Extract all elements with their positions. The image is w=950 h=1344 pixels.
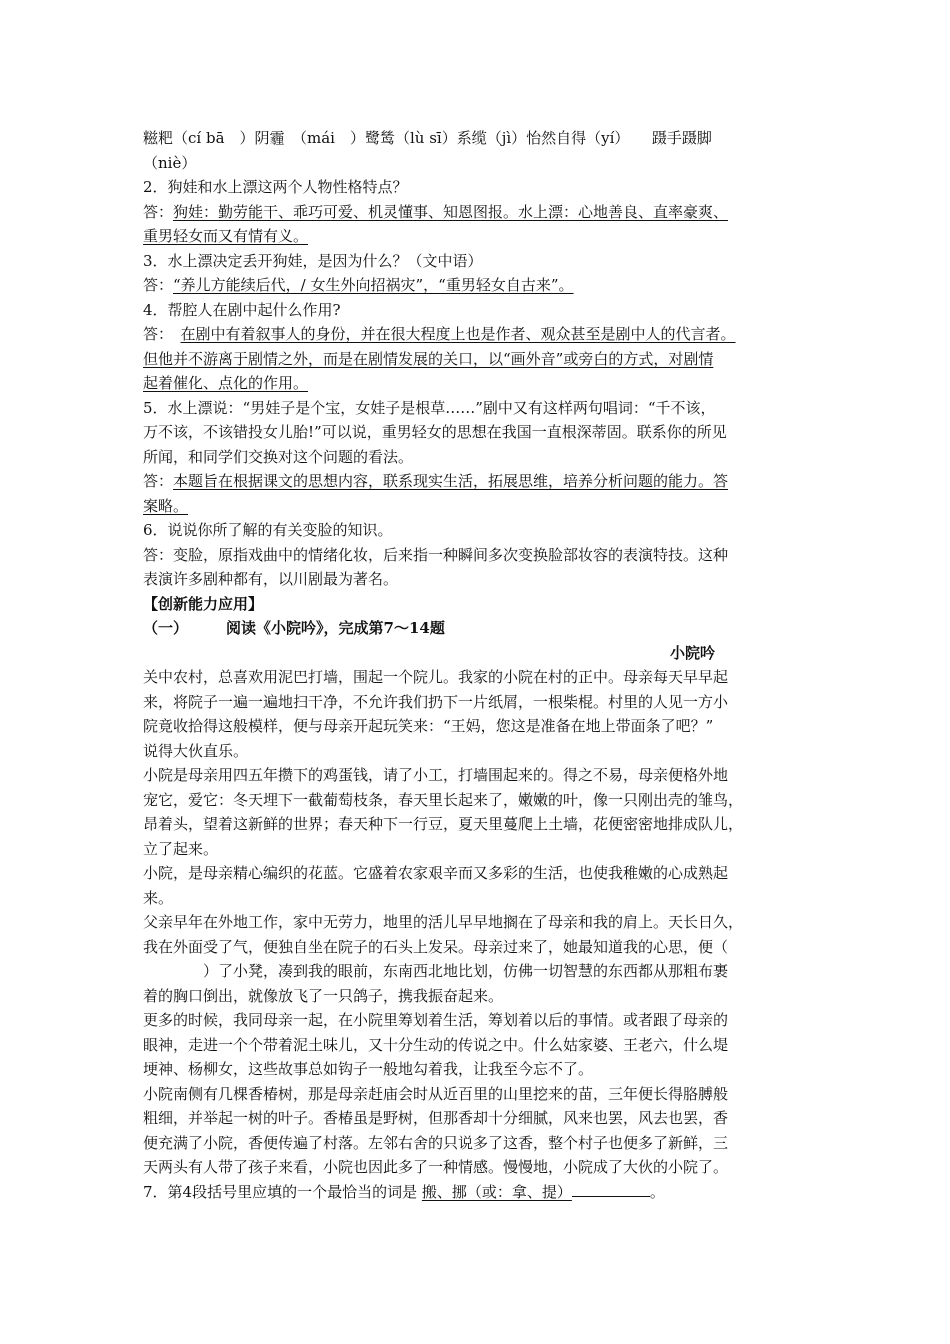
q7-question	[143, 1180, 807, 1205]
q1-pinyin-line: 糍粑（cí bā ）阴霾 （mái ）鹭鸶（lù sī）系缆（jì）怡然自得（yí） 蹑手蹑脚	[143, 129, 712, 147]
q7-prefix: 7．第4段括号里应填的一个最恰当的词是	[143, 1182, 418, 1201]
q5-question: 5．水上漂说：“男娃子是个宝，女娃子是根草……”剧中又有这样两句唱词：“千不该，	[143, 398, 716, 417]
passage-line: 便充满了小院，香便传遍了村落。左邻右舍的只说多了这香，整个村子也便多了新鲜，三	[143, 1133, 729, 1152]
section-heading: 【创新能力应用】	[143, 594, 264, 613]
passage-paragraph-1	[143, 665, 807, 763]
q3-question: 3．水上漂决定丢开狗娃，是因为什么？（文中语）	[143, 251, 483, 270]
passage-paragraph-5	[143, 1008, 807, 1082]
passage-paragraph-2	[143, 763, 807, 861]
q5-answer-cont	[143, 494, 807, 519]
q4-question: 4．帮腔人在剧中起什么作用?	[143, 300, 341, 319]
passage-line: 更多的时候，我同母亲一起，在小院里筹划着生活，筹划着以后的事情。或者跟了母亲的	[143, 1011, 729, 1029]
passage-line: 来，将院子一遍一遍地扫干净，不允许我们扔下一片纸屑，一根柴棍。村里的人见一方小	[143, 692, 729, 711]
q5-answer	[143, 469, 807, 494]
q5-question-cont: 万不该，不该错投女儿胎!”可以说，重男轻女的思想在我国一直根深蒂固。联系你的所见	[143, 423, 727, 441]
passage-line: 小院，是母亲精心编织的花蓝。它盛着农家艰辛而又多彩的生活，也使我稚嫩的心成熟起	[143, 864, 729, 882]
answer-prefix: 答：	[143, 202, 174, 221]
q7-suffix: 。	[649, 1182, 665, 1201]
passage-line: 昂着头，望着这新鲜的世界；春天种下一行豆，夏天里蔓爬上土墙，花便密密地排成队儿，	[143, 815, 744, 833]
passage-paragraph-4	[143, 910, 807, 1008]
passage-line: 父亲早年在外地工作，家中无劳力，地里的活儿早早地搁在了母亲和我的肩上。天长日久，	[143, 913, 744, 931]
q5-question-cont2: 所闻，和同学们交换对这个问题的看法。	[143, 447, 414, 466]
passage-line: 我在外面受了气，便独自坐在院子的石头上发呆。母亲过来了，她最知道我的心思，便（	[143, 937, 729, 956]
document-page	[143, 126, 807, 1204]
q6-question: 6．说说你所了解的有关变脸的知识。	[143, 521, 393, 539]
passage-line: 立了起来。	[143, 839, 219, 858]
passage-line: 埂神、杨柳女，这些故事总如钩子一般地勾着我，让我至今忘不了。	[143, 1060, 594, 1078]
passage-line-with-blank	[143, 959, 807, 984]
q2-answer-text: 狗娃：勤劳能干、乖巧可爱、机灵懂事、知恩图报。水上漂：心地善良、直率豪爽、	[173, 202, 729, 221]
q6-answer: 答：变脸，原指戏曲中的情绪化妆，后来指一种瞬间多次变换脸部妆容的表演特技。这种	[143, 545, 729, 564]
q3-answer	[143, 273, 807, 298]
q2-question: 2．狗娃和水上漂这两个人物性格特点？	[143, 178, 408, 196]
q1-pinyin-line-cont: （niè）	[143, 153, 197, 172]
q5-answer-text: 本题旨在根据课文的思想内容，联系现实生活，拓展思维，培养分析问题的能力。答	[173, 472, 729, 490]
answer-prefix: 答：	[143, 276, 174, 294]
passage-line: 小院南侧有几棵香椿树，那是母亲赶庙会时从近百里的山里挖来的苗，三年便长得胳膊般	[143, 1084, 729, 1103]
passage-line: 院竟收拾得这般模样，便与母亲开起玩笑来：“王妈，您这是准备在地上带面条了吧？”	[143, 717, 714, 735]
q2-answer	[143, 200, 807, 225]
q2-answer-cont	[143, 224, 807, 249]
answer-prefix: 答：	[143, 472, 174, 490]
passage-line: 天两头有人带了孩子来看，小院也因此多了一种情感。慢慢地，小院成了大伙的小院了。	[143, 1158, 729, 1176]
q3-answer-text: “养儿方能续后代，/ 女生外向招祸灾”，“重男轻女自古来”。	[173, 276, 574, 294]
q4-answer-cont2	[143, 371, 807, 396]
q7-answer: 搬、挪（或：拿、提）	[421, 1182, 572, 1201]
q5-answer-text-cont: 案略。	[143, 496, 189, 515]
q4-answer-cont	[143, 347, 807, 372]
q4-answer	[143, 322, 807, 347]
q4-answer-text-2: 但他并不游离于剧情之外，而是在剧情发展的关口，以“画外音”或旁白的方式，对剧情	[143, 349, 714, 368]
part-label: （一）	[143, 619, 189, 637]
instruction-text: 阅读《小院吟》，完成第7～14题	[226, 619, 445, 637]
q4-answer-text: 在剧中有着叙事人的身份，并在很大程度上也是作者、观众甚至是剧中人的代言者。	[180, 325, 736, 343]
passage-line: 说得大伙直乐。	[143, 741, 249, 760]
reading-instruction	[143, 616, 807, 641]
q6-answer-cont: 表演许多剧种都有，以川剧最为著名。	[143, 570, 399, 588]
passage-paragraph-3	[143, 861, 807, 910]
passage-text: ）了小凳，凑到我的眼前，东南西北地比划，仿佛一切智慧的东西都从那粗布裹	[203, 962, 729, 980]
passage-line: 关中农村，总喜欢用泥巴打墙，围起一个院儿。我家的小院在村的正中。母亲每天早早起	[143, 668, 729, 686]
passage-line: 来。	[143, 888, 174, 907]
answer-prefix: 答：	[143, 325, 166, 343]
q4-answer-text-3: 起着催化、点化的作用。	[143, 374, 309, 392]
passage-title: 小院吟	[669, 643, 715, 662]
passage-line: 着的胸口倒出，就像放飞了一只鸽子，携我振奋起来。	[143, 986, 504, 1005]
passage-line: 小院是母亲用四五年攒下的鸡蛋钱，请了小工，打墙围起来的。得之不易，母亲便格外地	[143, 766, 729, 784]
passage-paragraph-6	[143, 1082, 807, 1180]
q2-answer-text-cont: 重男轻女而又有情有义。	[143, 227, 309, 245]
answer-blank-line	[572, 1182, 650, 1197]
passage-line: 粗细，并举起一树的叶子。香椿虽是野树，但那香却十分细腻，风来也罢，风去也罢，香	[143, 1109, 729, 1127]
passage-line: 宠它，爱它：冬天埋下一截葡萄枝条，春天里长起来了，嫩嫩的叶，像一只刚出壳的雏鸟，	[143, 790, 744, 809]
passage-line: 眼神，走进一个个带着泥土味儿，又十分生动的传说之中。什么姑家婆、王老六，什么堤	[143, 1035, 729, 1054]
